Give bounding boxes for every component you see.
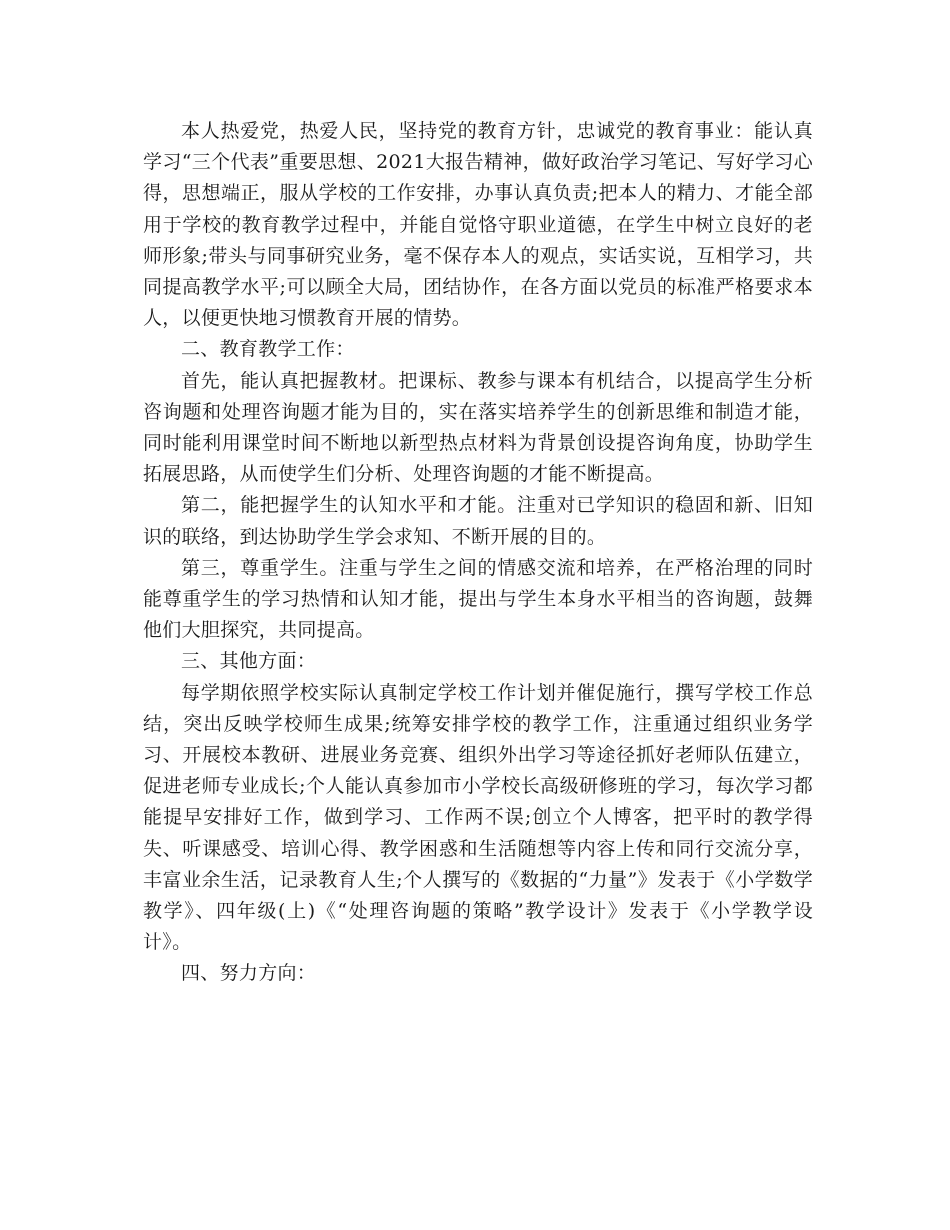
- paragraph-first-textbooks: 首先，能认真把握教材。把课标、教参与课本有机结合，以提高学生分析咨询题和处理咨询题才能为目的，实在落实培养学生的创新思维和制造才能，同时能利用课堂时间不断地以新型热点材料为背景创设提咨询角度，协助学生拓展思路，从而使学生们分析、处理咨询题的才能不断提高。: [143, 369, 813, 486]
- paragraph-school-work: 每学期依照学校实际认真制定学校工作计划并催促施行，撰写学校工作总结，突出反映学校师生成果;统筹安排学校的教学工作，注重通过组织业务学习、开展校本教研、进展业务竞赛、组织外出学习等途径抓好老师队伍建立，促进老师专业成长;个人能认真参加市小学校长高级研修班的学习，每次学习都能提早安排好工作，做到学习、工作两不误;创立个人博客，把平时的教学得失、听课感受、培训心得、教学困惑和生活随想等内容上传和同行交流分享，丰富业余生活，记录教育人生;个人撰写的《数据的“力量”》发表于《小学数学教学》、四年级(上)《“处理咨询题的策略”教学设计》发表于《小学教学设计》。: [143, 681, 813, 954]
- document-body: [143, 116, 813, 990]
- heading-other-aspects: 三、其他方面：: [181, 650, 317, 673]
- paragraph-political-stance: 本人热爱党，热爱人民，坚持党的教育方针，忠诚党的教育事业：能认真学习“三个代表”重要思想、2021大报告精神，做好政治学习笔记、写好学习心得，思想端正，服从学校的工作安排，办事认真负责;把本人的精力、才能全部用于学校的教育教学过程中，并能自觉恪守职业道德，在学生中树立良好的老师形象;带头与同事研究业务，毫不保存本人的观点，实话实说，互相学习，共同提高教学水平;可以顾全大局，团结协作，在各方面以党员的标准严格要求本人，以便更快地习惯教育开展的情势。: [143, 120, 813, 330]
- paragraph-third-respect: 第三，尊重学生。注重与学生之间的情感交流和培养，在严格治理的同时能尊重学生的学习热情和认知才能，提出与学生本身水平相当的咨询题，鼓舞他们大胆探究，共同提高。: [143, 556, 813, 642]
- heading-teaching-work: 二、教育教学工作：: [181, 338, 355, 361]
- paragraph-second-cognition: 第二，能把握学生的认知水平和才能。注重对已学知识的稳固和新、旧知识的联络，到达协助学生学会求知、不断开展的目的。: [143, 494, 813, 548]
- heading-future-direction: 四、努力方向：: [181, 962, 317, 985]
